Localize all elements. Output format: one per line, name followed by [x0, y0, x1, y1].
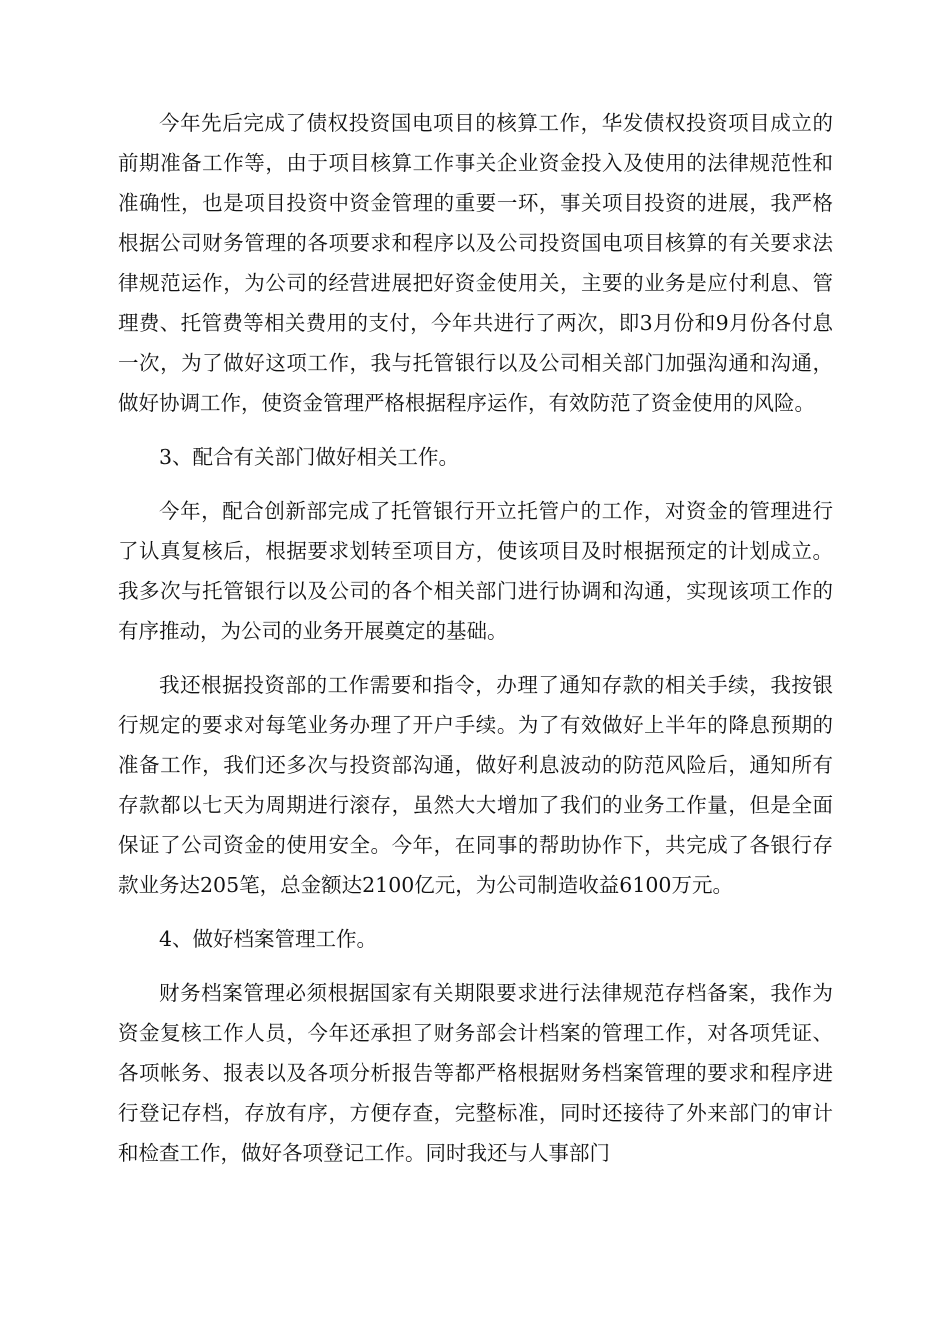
paragraph-custody-account: 今年，配合创新部完成了托管银行开立托管户的工作，对资金的管理进行了认真复核后，根据要求划转至项目方，使该项目及时根据预定的计划成立。我多次与托管银行以及公司的各个相关部门进行协调和沟通，实现该项工作的有序推动，为公司的业务开展奠定的基础。: [118, 499, 833, 643]
document-page: [118, 103, 833, 1187]
section-heading-3: 3、配合有关部门做好相关工作。: [159, 445, 460, 469]
paragraph-bond-investment-accounting: 今年先后完成了债权投资国电项目的核算工作，华发债权投资项目成立的前期准备工作等，由于项目核算工作事关企业资金投入及使用的法律规范性和准确性，也是项目投资中资金管理的重要一环，事关项目投资的进展，我严格根据公司财务管理的各项要求和程序以及公司投资国电项目核算的有关要求法律规范运作，为公司的经营进展把好资金使用关，主要的业务是应付利息、管理费、托管费等相关费用的支付，今年共进行了两次，即3月份和9月份各付息一次，为了做好这项工作，我与托管银行以及公司相关部门加强沟通和沟通，做好协调工作，使资金管理严格根据程序运作，有效防范了资金使用的风险。: [118, 111, 833, 415]
paragraph-notice-deposits: 我还根据投资部的工作需要和指令，办理了通知存款的相关手续，我按银行规定的要求对每笔业务办理了开户手续。为了有效做好上半年的降息预期的准备工作，我们还多次与投资部沟通，做好利息波动的防范风险后，通知所有存款都以七天为周期进行滚存，虽然大大增加了我们的业务工作量，但是全面保证了公司资金的使用安全。今年，在同事的帮助协作下，共完成了各银行存款业务达205笔，总金额达2100亿元，为公司制造收益6100万元。: [118, 673, 833, 897]
paragraph-archive-management: 财务档案管理必须根据国家有关期限要求进行法律规范存档备案，我作为资金复核工作人员，今年还承担了财务部会计档案的管理工作，对各项凭证、各项帐务、报表以及各项分析报告等都严格根据财务档案管理的要求和程序进行登记存档，存放有序，方便存查，完整标准，同时还接待了外来部门的审计和检查工作，做好各项登记工作。同时我还与人事部门: [118, 981, 833, 1165]
section-heading-4: 4、做好档案管理工作。: [159, 927, 378, 951]
